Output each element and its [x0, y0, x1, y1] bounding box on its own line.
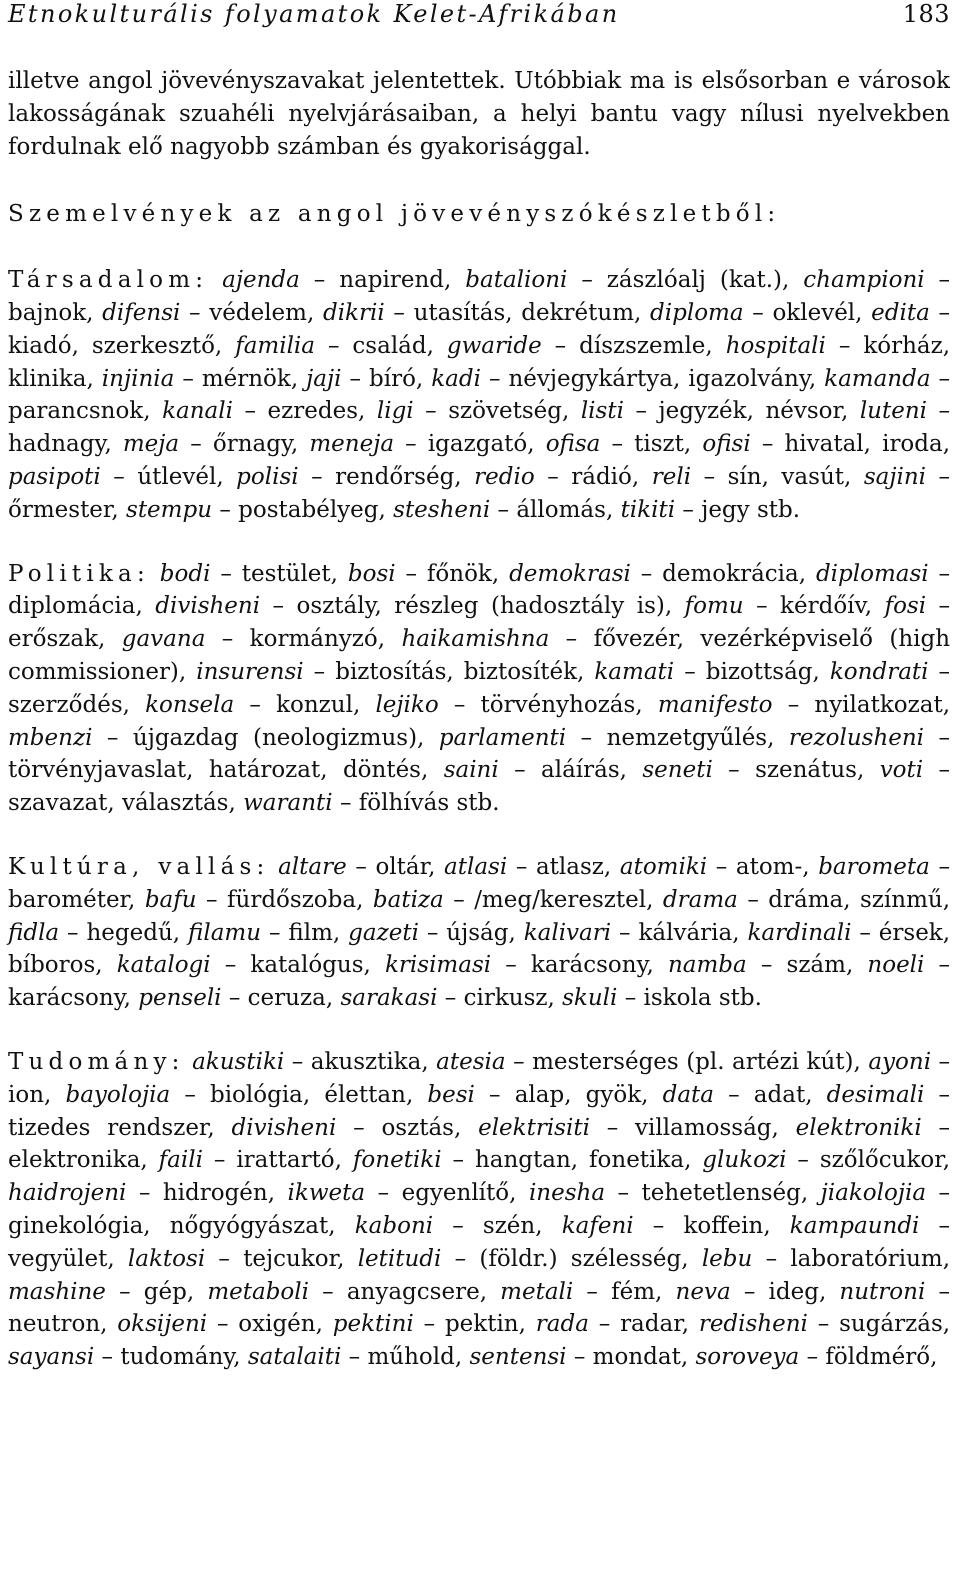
- swahili-term: soroveya: [695, 1344, 800, 1371]
- swahili-term: saini: [443, 757, 499, 784]
- hungarian-gloss: anyagcsere: [346, 1278, 480, 1305]
- hungarian-gloss: fölhívás: [358, 790, 450, 817]
- hungarian-gloss: jegy: [701, 496, 750, 523]
- hungarian-gloss: törvényhozás: [480, 691, 636, 718]
- hungarian-gloss: őrmester: [8, 496, 112, 523]
- hungarian-gloss: tejcukor: [243, 1245, 338, 1272]
- swahili-term: katalogi: [116, 952, 211, 979]
- swahili-term: sarakasi: [340, 985, 438, 1012]
- hungarian-gloss: fővezér, vezérképviselő (high commissioner): [8, 626, 951, 685]
- hungarian-gloss: ceruza: [247, 985, 326, 1012]
- hungarian-gloss: mondat: [592, 1344, 681, 1371]
- hungarian-gloss: műhold: [367, 1344, 455, 1371]
- hungarian-gloss: igazgató: [427, 431, 528, 458]
- swahili-term: rezolusheni: [788, 724, 925, 751]
- hungarian-gloss: földmérő: [825, 1344, 931, 1371]
- swahili-term: haidrojeni: [8, 1180, 127, 1207]
- hungarian-gloss: konzul: [276, 691, 353, 718]
- hungarian-gloss: újgazdag (neologizmus): [132, 724, 418, 751]
- swahili-term: altare: [278, 853, 347, 880]
- swahili-term: bafu: [144, 886, 197, 913]
- hungarian-gloss: hegedű: [86, 919, 173, 946]
- swahili-term: laktosi: [127, 1245, 206, 1272]
- hungarian-gloss: érsek, bíboros: [8, 919, 951, 979]
- hungarian-gloss: atom-: [735, 853, 803, 880]
- hungarian-gloss: irattartó: [236, 1147, 335, 1174]
- page-header: [8, 0, 950, 32]
- swahili-term: batalioni: [465, 267, 568, 294]
- swahili-term: jiakolojia: [820, 1180, 927, 1207]
- swahili-term: kamanda: [824, 365, 931, 392]
- swahili-term: lejiko: [375, 691, 439, 718]
- swahili-term: haikamishna: [401, 626, 550, 653]
- swahili-term: dikrii: [322, 299, 385, 326]
- swahili-term: gwaride: [446, 332, 542, 359]
- hungarian-gloss: oxigén: [238, 1311, 316, 1338]
- hungarian-gloss: névjegykártya, igazolvány: [508, 365, 809, 392]
- hungarian-gloss: koffein: [683, 1212, 764, 1239]
- hungarian-gloss: sugárzás: [839, 1311, 943, 1338]
- hungarian-gloss: alap, gyök: [514, 1081, 642, 1108]
- swahili-term: atesia: [436, 1048, 506, 1075]
- swahili-term: krisimasi: [384, 952, 492, 979]
- hungarian-gloss: jegyzék, névsor: [658, 398, 841, 425]
- swahili-term: drama: [662, 886, 738, 913]
- hungarian-gloss: hangtan, fonetika: [474, 1147, 685, 1174]
- hungarian-gloss: parancsnok: [8, 398, 144, 425]
- hungarian-gloss: biztosítás, biztosíték: [335, 658, 578, 685]
- swahili-term: data: [662, 1081, 714, 1108]
- hungarian-gloss: iskola: [643, 985, 712, 1012]
- hungarian-gloss: film: [288, 919, 333, 946]
- hungarian-gloss: ginekológia, nőgyógyászat: [8, 1212, 329, 1239]
- hungarian-gloss: bajnok: [8, 299, 87, 326]
- hungarian-gloss: állomás: [516, 496, 606, 523]
- swahili-term: fidla: [8, 919, 60, 946]
- hungarian-gloss: erőszak: [8, 626, 99, 653]
- swahili-term: kadi: [431, 365, 481, 392]
- swahili-term: manifesto: [657, 691, 773, 718]
- hungarian-gloss: szén: [482, 1212, 536, 1239]
- swahili-term: rada: [535, 1311, 589, 1338]
- hungarian-gloss: szám: [786, 952, 846, 979]
- swahili-term: nutroni: [839, 1278, 926, 1305]
- swahili-term: glukozi: [702, 1147, 787, 1174]
- hungarian-gloss: főnök: [426, 560, 492, 587]
- swahili-term: noeli: [867, 952, 925, 979]
- hungarian-gloss: egyenlítő: [401, 1180, 510, 1207]
- hungarian-gloss: postabélyeg: [238, 496, 379, 523]
- swahili-term: kafeni: [561, 1212, 634, 1239]
- hungarian-gloss: sín, vasút: [727, 463, 844, 490]
- hungarian-gloss: vegyület: [8, 1245, 108, 1272]
- hungarian-gloss: őrnagy: [212, 431, 291, 458]
- swahili-term: kalivari: [523, 919, 612, 946]
- hungarian-gloss: kálvária: [638, 919, 733, 946]
- swahili-term: polisi: [236, 463, 299, 490]
- hungarian-gloss: barométer: [8, 886, 129, 913]
- hungarian-gloss: újság: [446, 919, 509, 946]
- swahili-term: mashine: [8, 1278, 106, 1305]
- section-heading: Szemelvények az angol jövevényszókészletből:: [8, 201, 781, 228]
- swahili-term: besi: [427, 1081, 475, 1108]
- swahili-term: konsela: [145, 691, 235, 718]
- swahili-term: hospitali: [725, 332, 826, 359]
- swahili-term: championi: [803, 267, 925, 294]
- section-title: Kultúra, vallás:: [8, 853, 270, 880]
- swahili-term: kondrati: [829, 658, 929, 685]
- swahili-term: luteni: [859, 398, 928, 425]
- swahili-term: voti: [879, 757, 924, 784]
- swahili-term: faili: [158, 1147, 203, 1174]
- swahili-term: letitudi: [357, 1245, 442, 1272]
- swahili-term: barometa: [818, 853, 930, 880]
- hungarian-gloss: fürdőszoba: [227, 886, 357, 913]
- hungarian-gloss: kiadó, szerkesztő: [8, 332, 215, 359]
- hungarian-gloss: neutron: [8, 1311, 101, 1338]
- hungarian-gloss: hidrogén: [162, 1180, 268, 1207]
- swahili-term: atlasi: [444, 853, 508, 880]
- swahili-term: gavana: [121, 626, 206, 653]
- hungarian-gloss: akusztika: [310, 1048, 422, 1075]
- hungarian-gloss: dráma, színmű: [768, 886, 943, 913]
- swahili-term: elektrisiti: [478, 1114, 590, 1141]
- swahili-term: atomiki: [619, 853, 708, 880]
- swahili-term: ajenda: [222, 267, 300, 294]
- swahili-term: parlamenti: [438, 724, 567, 751]
- hungarian-gloss: adat: [753, 1081, 806, 1108]
- hungarian-gloss: rendőrség: [335, 463, 455, 490]
- swahili-term: stempu: [126, 496, 213, 523]
- page-number: 183: [902, 0, 950, 28]
- hungarian-gloss: család: [352, 332, 427, 359]
- hungarian-gloss: biológia, élettan: [209, 1081, 406, 1108]
- hungarian-gloss: tudomány: [120, 1344, 234, 1371]
- hungarian-gloss: ezredes: [267, 398, 359, 425]
- hungarian-gloss: karácsony: [530, 952, 647, 979]
- hungarian-gloss: oltár: [375, 853, 429, 880]
- hungarian-gloss: szőlőcukor: [819, 1147, 943, 1174]
- hungarian-gloss: hadnagy: [8, 431, 105, 458]
- hungarian-gloss: napirend: [339, 267, 444, 294]
- swahili-term: demokrasi: [509, 560, 631, 587]
- hungarian-gloss: radar: [620, 1311, 682, 1338]
- hungarian-gloss: mesterséges (pl. artézi kút): [532, 1048, 854, 1075]
- swahili-term: difensi: [102, 299, 181, 326]
- hungarian-gloss: tehetetlenség: [641, 1180, 801, 1207]
- section-title: Tudomány:: [8, 1048, 185, 1075]
- swahili-term: diplomasi: [815, 560, 929, 587]
- swahili-term: ikweta: [287, 1180, 366, 1207]
- hungarian-gloss: tiszt: [634, 431, 684, 458]
- swahili-term: meja: [122, 431, 180, 458]
- section-tarsadalom: Társadalom: ajenda – napirend, batalioni – zászlóalj (kat.), championi – bajnok, difensi – védelem, dikrii – utasítás, dekrétum, diploma – oklevél, edita – kiadó, szerkesztő, familia – család, gwaride – díszszemle, hospitali – kórház, klinika, injinia – mérnök, jaji – bíró, kadi – névjegykártya, igazolvány, kamanda – parancsnok, kanali – ezredes, ligi – szövetség, listi – jegyzék, névsor, luteni – hadnagy, meja – őrnagy, meneja – igazgató, ofisa – tiszt, ofisi – hivatal, iroda, pasipoti – útlevél, polisi – rendőrség, redio – rádió, reli – sín, vasút, sajini – őrmester, stempu – postabélyeg, stesheni – állomás, tikiti – jegy stb.: [8, 267, 951, 523]
- swahili-term: lebu: [701, 1245, 753, 1272]
- swahili-term: sayansi: [8, 1344, 95, 1371]
- hungarian-gloss: fém: [611, 1278, 656, 1305]
- swahili-term: penseli: [138, 985, 222, 1012]
- hungarian-gloss: atlasz: [535, 853, 604, 880]
- swahili-term: fomu: [684, 593, 744, 620]
- swahili-term: filamu: [188, 919, 262, 946]
- swahili-term: skuli: [562, 985, 618, 1012]
- hungarian-gloss: kormányzó: [249, 626, 378, 653]
- hungarian-gloss: demokrácia: [662, 560, 799, 587]
- hungarian-gloss: bizottság: [705, 658, 813, 685]
- hungarian-gloss: katalógus: [250, 952, 364, 979]
- hungarian-gloss: szövetség: [448, 398, 562, 425]
- hungarian-gloss: utasítás, dekrétum: [413, 299, 635, 326]
- hungarian-gloss: /meg/keresztel: [474, 886, 647, 913]
- hungarian-gloss: villamosság: [635, 1114, 772, 1141]
- hungarian-gloss: zászlóalj (kat.): [606, 267, 783, 294]
- section-politika: Politika: bodi – testület, bosi – főnök, demokrasi – demokrácia, diplomasi – diplomácia, divisheni – osztály, részleg (hadosztály is), fomu – kérdőív, fosi – erőszak, gavana – kormányzó, haikamishna – fővezér, vezérképviselő (high commissioner), insurensi – biztosítás, biztosíték, kamati – bizottság, kondrati – szerződés, konsela – konzul, lejiko – törvényhozás, manifesto – nyilatkozat, mbenzi – újgazdag (neologizmus), parlamenti – nemzetgyűlés, rezolusheni – törvényjavaslat, határozat, döntés, saini – aláírás, seneti – szenátus, voti – szavazat, választás, waranti – fölhívás stb.: [8, 560, 951, 817]
- hungarian-gloss: pektin: [444, 1311, 519, 1338]
- hungarian-gloss: elektronika: [8, 1147, 141, 1174]
- swahili-term: reli: [651, 463, 692, 490]
- swahili-term: ofisi: [702, 431, 751, 458]
- swahili-term: meneja: [309, 431, 395, 458]
- swahili-term: redisheni: [698, 1311, 808, 1338]
- hungarian-gloss: hivatal, iroda: [784, 431, 943, 458]
- swahili-term: kanali: [162, 398, 233, 425]
- swahili-term: bodi: [159, 560, 211, 587]
- swahili-term: listi: [580, 398, 624, 425]
- swahili-term: edita: [871, 299, 930, 326]
- intro-paragraph: illetve angol jövevényszavakat jelentettek. Utóbbiak ma is elsősorban e városok lakosságának szuahéli nyelvjárásaiban, a helyi bantu vagy nílusi nyelvekben fordulnak elő nagyobb számban és gyakorisággal.: [8, 68, 950, 160]
- hungarian-gloss: cirkusz: [463, 985, 548, 1012]
- hungarian-gloss: testület: [241, 560, 331, 587]
- swahili-term: ofisa: [545, 431, 601, 458]
- swahili-term: elektroniki: [795, 1114, 922, 1141]
- swahili-term: tikiti: [620, 496, 676, 523]
- swahili-term: waranti: [243, 790, 333, 817]
- swahili-term: pektini: [332, 1311, 414, 1338]
- hungarian-gloss: ideg: [768, 1278, 819, 1305]
- hungarian-gloss: törvényjavaslat, határozat, döntés: [8, 757, 421, 784]
- swahili-term: neva: [675, 1278, 731, 1305]
- swahili-term: divisheni: [155, 593, 261, 620]
- section-ending: stb.: [749, 496, 801, 523]
- section-ending: stb.: [449, 790, 500, 817]
- swahili-term: mbenzi: [8, 724, 93, 751]
- hungarian-gloss: útlevél: [137, 463, 217, 490]
- section-title: Társadalom:: [8, 267, 209, 294]
- swahili-term: akustiki: [192, 1048, 285, 1075]
- hungarian-gloss: szavazat, választás: [8, 790, 229, 817]
- swahili-term: diploma: [650, 299, 744, 326]
- hungarian-gloss: karácsony: [8, 985, 124, 1012]
- swahili-term: namba: [667, 952, 747, 979]
- swahili-term: kardinali: [747, 919, 852, 946]
- section-kultura-vallas: Kultúra, vallás: altare – oltár, atlasi – atlasz, atomiki – atom-, barometa – barométer, bafu – fürdőszoba, batiza – /meg/keresztel, drama – dráma, színmű, fidla – hegedű, filamu – film, gazeti – újság, kalivari – kálvária, kardinali – érsek, bíboros, katalogi – katalógus, krisimasi – karácsony, namba – szám, noeli – karácsony, penseli – ceruza, sarakasi – cirkusz, skuli – iskola stb.: [8, 853, 951, 1012]
- swahili-term: insurensi: [196, 658, 304, 685]
- swahili-term: oksijeni: [117, 1311, 208, 1338]
- swahili-term: sajini: [863, 463, 927, 490]
- hungarian-gloss: díszszemle: [579, 332, 706, 359]
- swahili-term: fosi: [884, 593, 927, 620]
- hungarian-gloss: szenátus: [755, 757, 857, 784]
- swahili-term: pasipoti: [8, 463, 101, 490]
- hungarian-gloss: kórház, klinika: [8, 332, 951, 392]
- swahili-term: divisheni: [231, 1114, 337, 1141]
- hungarian-gloss: mérnök: [201, 365, 291, 392]
- swahili-term: desimali: [826, 1081, 925, 1108]
- hungarian-gloss: nemzetgyűlés: [606, 724, 768, 751]
- hungarian-gloss: (földr.) szélesség: [479, 1245, 682, 1272]
- hungarian-gloss: kérdőív: [780, 593, 865, 620]
- swahili-term: inesha: [528, 1180, 606, 1207]
- hungarian-gloss: aláírás: [541, 757, 620, 784]
- hungarian-gloss: bíró: [369, 365, 416, 392]
- swahili-term: jaji: [306, 365, 342, 392]
- running-title: Etnokulturális folyamatok Kelet-Afrikában: [8, 0, 620, 28]
- section-tudomany: Tudomány: akustiki – akusztika, atesia – mesterséges (pl. artézi kút), ayoni – ion, bayolojia – biológia, élettan, besi – alap, gyök, data – adat, desimali – tizedes rendszer, divisheni – osztás, elektrisiti – villamosság, elektroniki – elektronika, faili – irattartó, fonetiki – hangtan, fonetika, glukozi – szőlőcukor, haidrojeni – hidrogén, ikweta – egyenlítő, inesha – tehetetlenség, jiakolojia – ginekológia, nőgyógyászat, kaboni – szén, kafeni – koffein, kampaundi – vegyület, laktosi – tejcukor, letitudi – (földr.) szélesség, lebu – laboratórium, mashine – gép, metaboli – anyagcsere, metali – fém, neva – ideg, nutroni – neutron, oksijeni – oxigén, pektini – pektin, rada – radar, redisheni – sugárzás, sayansi – tudomány, satalaiti – műhold, sentensi – mondat, soroveya – földmérő,: [8, 1048, 951, 1371]
- hungarian-gloss: gép: [143, 1278, 187, 1305]
- swahili-term: bosi: [347, 560, 396, 587]
- swahili-term: injinia: [101, 365, 175, 392]
- swahili-term: metaboli: [207, 1278, 309, 1305]
- swahili-term: fonetiki: [352, 1147, 442, 1174]
- swahili-term: stesheni: [393, 496, 491, 523]
- swahili-term: gazeti: [348, 919, 419, 946]
- section-ending: ,: [930, 1344, 938, 1371]
- hungarian-gloss: szerződés: [8, 691, 123, 718]
- hungarian-gloss: oklevél: [772, 299, 856, 326]
- swahili-term: kaboni: [354, 1212, 434, 1239]
- hungarian-gloss: rádió: [571, 463, 632, 490]
- section-ending: stb.: [711, 985, 762, 1012]
- swahili-term: metali: [500, 1278, 574, 1305]
- swahili-term: seneti: [642, 757, 713, 784]
- hungarian-gloss: tizedes rendszer: [8, 1114, 208, 1141]
- swahili-term: familia: [235, 332, 316, 359]
- swahili-term: kampaundi: [789, 1212, 920, 1239]
- hungarian-gloss: osztás: [381, 1114, 454, 1141]
- hungarian-gloss: ion: [8, 1081, 45, 1108]
- swahili-term: batiza: [372, 886, 444, 913]
- section-title: Politika:: [8, 560, 150, 587]
- hungarian-gloss: laboratórium: [790, 1245, 943, 1272]
- swahili-term: sentensi: [469, 1344, 567, 1371]
- hungarian-gloss: diplomácia: [8, 593, 136, 620]
- hungarian-gloss: osztály, részleg (hadosztály is): [296, 593, 665, 620]
- page-body: [8, 65, 950, 1374]
- swahili-term: bayolojia: [65, 1081, 171, 1108]
- hungarian-gloss: nyilatkozat: [814, 691, 943, 718]
- hungarian-gloss: védelem: [209, 299, 307, 326]
- swahili-term: ligi: [376, 398, 414, 425]
- swahili-term: kamati: [594, 658, 675, 685]
- swahili-term: redio: [474, 463, 535, 490]
- swahili-term: satalaiti: [247, 1344, 342, 1371]
- swahili-term: ayoni: [868, 1048, 932, 1075]
